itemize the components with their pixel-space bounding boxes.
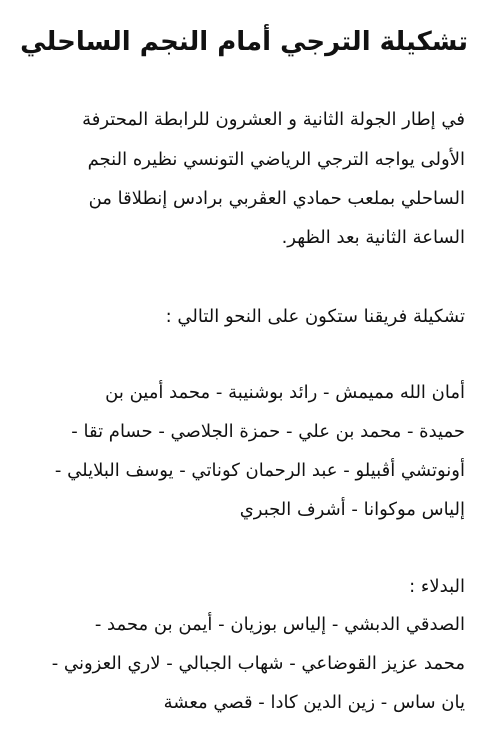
- subs-heading: البدلاء :: [409, 576, 465, 597]
- lineup-line: حميدة - محمد بن علي - حمزة الجلاصي - حسام تقا -: [71, 421, 465, 442]
- intro-line: الأولى يواجه الترجي الرياضي التونسي نظيره النجم: [87, 149, 465, 170]
- intro-line: في إطار الجولة الثانية و العشرون للرابطة المحترفة: [82, 109, 465, 130]
- subs-line: محمد عزيز القوضاعي - شهاب الجبالي - لاري العزوني -: [51, 653, 465, 674]
- subs-line: الصدقي الدبشي - إلياس بوزيان - أيمن بن محمد -: [94, 614, 465, 635]
- lineup-line: أونوتشي أڤبيلو - عبد الرحمان كوناتي - يوسف البلايلي -: [54, 460, 465, 481]
- subs-line: يان ساس - زين الدين كادا - قصي معشة: [163, 692, 465, 713]
- lineup-heading: تشكيلة فريقنا ستكون على النحو التالي :: [165, 306, 465, 327]
- lineup-line: أمان الله مميمش - رائد بوشنيبة - محمد أمين بن: [105, 382, 465, 403]
- article-title: تشكيلة الترجي أمام النجم الساحلي: [20, 27, 468, 57]
- intro-line: الساحلي بملعب حمادي العڨربي برادس إنطلاقا من: [88, 188, 465, 209]
- lineup-line: إلياس موكوانا - أشرف الجبري: [239, 499, 465, 520]
- intro-line: الساعة الثانية بعد الظهر.: [281, 227, 465, 248]
